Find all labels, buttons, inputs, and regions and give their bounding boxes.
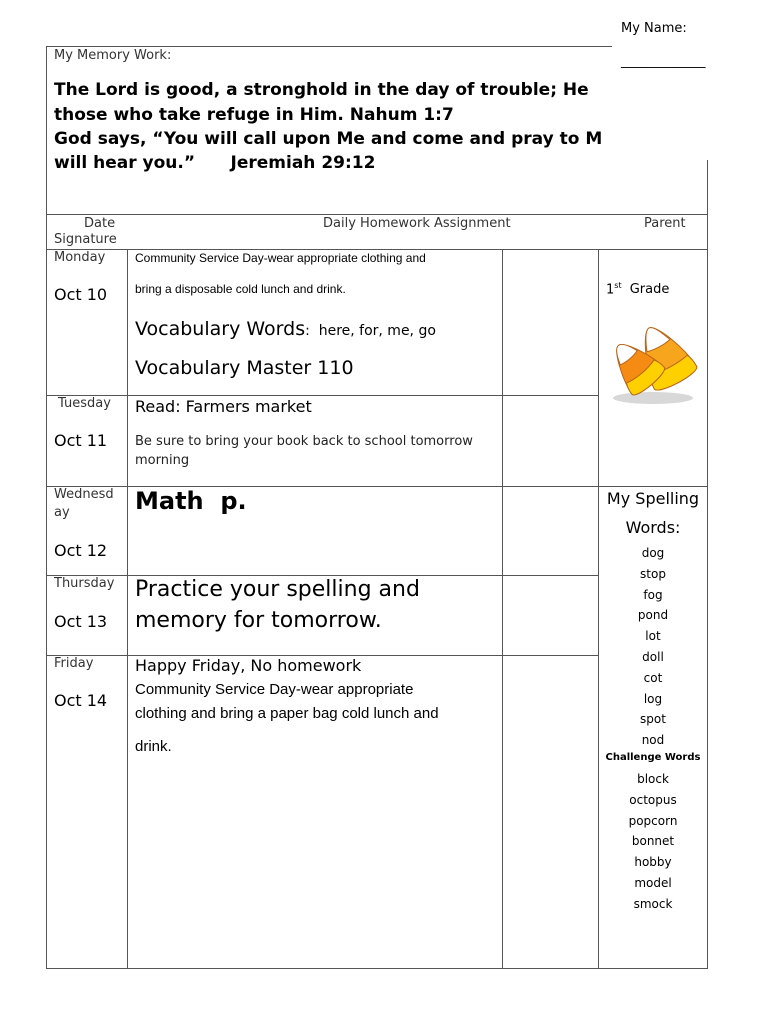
vocab-words: : here, for, me, go: [305, 323, 436, 339]
grade-number: 1: [606, 282, 615, 298]
spelling-word: stop: [640, 566, 666, 581]
name-label: My Name:: [621, 21, 687, 36]
candy-corn-icon: [603, 318, 703, 408]
vocab-label: Vocabulary Words: [135, 318, 306, 340]
day-thursday: Thursday: [54, 576, 115, 591]
monday-line-2: bring a disposable cold lunch and drink.: [135, 282, 346, 296]
day-friday: Friday: [54, 656, 94, 671]
challenge-word: hobby: [634, 855, 672, 870]
memory-verse: [54, 80, 607, 180]
memory-label: My Memory Work:: [54, 48, 172, 63]
tuesday-note: Be sure to bring your book back to school tomorrow morning: [135, 434, 473, 468]
spelling-title-1: My Spelling: [606, 489, 700, 508]
friday-line-2: clothing and bring a paper bag cold lunch and: [135, 705, 439, 722]
name-blank[interactable]: _____________: [621, 54, 706, 69]
monday-vocab: [135, 318, 436, 340]
memory-line-1: The Lord is good, a stronghold in the day of trouble; He: [54, 80, 589, 100]
date-monday: Oct 10: [54, 285, 108, 304]
memory-line-4: will hear you.” Jeremiah 29:12: [54, 153, 376, 173]
friday-line-1: Community Service Day-wear appropriate: [135, 681, 414, 698]
grade-label: [606, 281, 669, 297]
tuesday-read: Read: Farmers market: [135, 397, 312, 416]
col-line-date: [127, 249, 128, 968]
memory-line-2: those who take refuge in Him. Nahum 1:7: [54, 105, 454, 125]
challenge-word: popcorn: [628, 813, 678, 828]
spelling-title-2: Words:: [625, 518, 681, 537]
header-signature: Signature: [54, 232, 117, 247]
spelling-word: doll: [642, 650, 664, 664]
challenge-title: Challenge Words: [605, 752, 701, 763]
date-wednesday: Oct 12: [54, 541, 108, 560]
monday-line-1: Community Service Day-wear appropriate clothing and: [135, 251, 426, 265]
date-friday: Oct 14: [54, 691, 108, 710]
challenge-word: octopus: [629, 792, 677, 807]
spelling-word: pond: [637, 608, 669, 623]
header-bottom-line: [46, 249, 708, 250]
header-date: Date: [84, 216, 116, 231]
memory-right-border: [707, 160, 708, 968]
spelling-word: dog: [641, 546, 665, 560]
table-bottom-line: [46, 968, 708, 969]
header-parent: Parent: [644, 216, 686, 231]
grade-word: Grade: [629, 282, 670, 298]
friday-line-3: drink.: [135, 738, 172, 755]
challenge-word: smock: [633, 896, 673, 911]
grade-suffix: st: [614, 281, 622, 290]
spelling-word: nod: [641, 733, 665, 748]
col-line-assignment: [502, 249, 503, 968]
challenge-word: block: [637, 772, 669, 786]
spelling-word: fog: [643, 587, 663, 602]
spelling-word: log: [643, 691, 663, 706]
memory-top-border: [46, 46, 612, 47]
thursday-line-1: Practice your spelling and: [135, 577, 420, 602]
spelling-word: cot: [643, 670, 663, 685]
date-tuesday: Oct 11: [54, 431, 108, 450]
wednesday-math: Math p.: [135, 487, 247, 515]
memory-line-3: God says, “You will call upon Me and come and pray to M: [54, 129, 603, 149]
header-top-line: [46, 214, 708, 215]
day-tuesday: Tuesday: [58, 396, 111, 411]
thursday-line-2: memory for tomorrow.: [135, 608, 382, 633]
header-assignment: Daily Homework Assignment: [323, 216, 511, 231]
day-monday: Monday: [54, 250, 106, 265]
date-thursday: Oct 13: [54, 612, 108, 631]
spelling-word: spot: [640, 712, 666, 727]
friday-happy: Happy Friday, No homework: [135, 656, 362, 675]
day-wednesday-1: Wednesd: [54, 487, 114, 502]
table-left-border: [46, 46, 47, 968]
day-wednesday-2: ay: [54, 505, 70, 520]
row-line-mon-tue: [46, 395, 599, 396]
vocab-master: Vocabulary Master 110: [135, 357, 354, 379]
row-line-wed-thu: [46, 575, 599, 576]
spelling-word: lot: [645, 629, 661, 644]
challenge-word: bonnet: [631, 834, 675, 849]
challenge-word: model: [634, 876, 672, 890]
